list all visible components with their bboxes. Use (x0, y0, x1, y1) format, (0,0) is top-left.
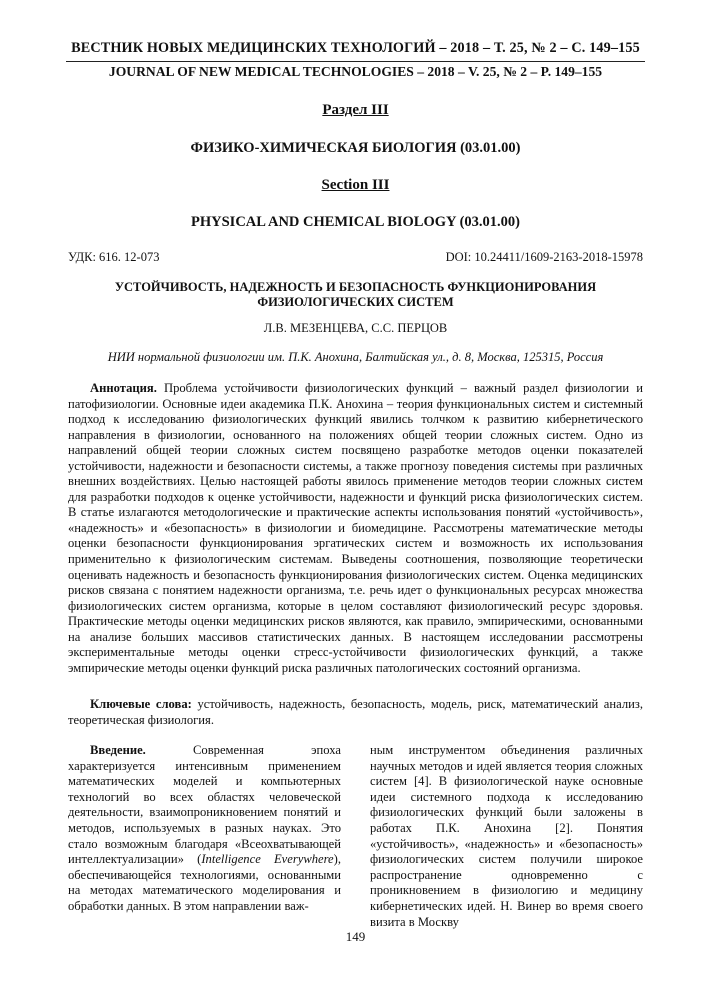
introduction-label: Введение. (90, 743, 146, 757)
abstract (68, 381, 643, 676)
doi: DOI: 10.24411/1609-2163-2018-15978 (445, 250, 643, 264)
affiliation: НИИ нормальной физиологии им. П.К. Анохина, Балтийская ул., д. 8, Москва, 125315, Россия (107, 350, 604, 364)
keywords-label: Ключевые слова: (90, 697, 192, 711)
authors: Л.В. МЕЗЕНЦЕВА, С.С. ПЕРЦОВ (263, 321, 448, 335)
article-title-line-2: ФИЗИОЛОГИЧЕСКИХ СИСТЕМ (257, 295, 454, 309)
section-title-en: PHYSICAL AND CHEMICAL BIOLOGY (03.01.00) (191, 214, 520, 230)
header-rule (66, 61, 645, 62)
abstract-label: Аннотация. (90, 381, 157, 395)
section-label-ru: Раздел III (322, 102, 389, 118)
introduction-right-column: ным инструментом объединения различных научных методов и идей является теория сложных систем [4]. В физиологической науке основные идеи системного подхода к исследованию физиологических функций были заложены в работах П.К. Анохина [2]. Понятия «устойчивость», «надежность» и «безопасность» физиологических систем получили широкое распространение одновременно с проникновением в физиологию и медицину кибернетических идей. Н. Винер во время своего визита в Москву (370, 743, 643, 929)
section-title-ru: ФИЗИКО-ХИМИЧЕСКАЯ БИОЛОГИЯ (03.01.00) (190, 140, 521, 156)
udk-code: УДК: 616. 12-073 (68, 250, 160, 264)
article-title-line-1: УСТОЙЧИВОСТЬ, НАДЕЖНОСТЬ И БЕЗОПАСНОСТЬ ФУНКЦИОНИРОВАНИЯ (114, 280, 597, 294)
journal-header-en: JOURNAL OF NEW MEDICAL TECHNOLOGIES – 2018 – V. 25, № 2 – P. 149–155 (108, 64, 603, 79)
keywords (68, 697, 643, 728)
keywords-text: устойчивость, надежность, безопасность, модель, риск, математический анализ, теоретическая физиология. (68, 697, 643, 727)
introduction-text-part-2: ), обеспечивающейся технологиями, основанными на методах математического моделирования и обработки данных. В этом направлении важ- (68, 852, 341, 913)
introduction-left-column (68, 743, 341, 915)
introduction-italic-term: Intelligence Everywhere (201, 852, 334, 867)
page-number: 149 (345, 929, 366, 944)
introduction-text-part-1: Современная эпоха характеризуется интенсивным применением математических моделей и компьютерных технологий во всех областях человеческой деятельности, взаимопроникновением понятий и методов, используемых в разных науках. Это стало возможным благодаря «Всеохватывающей интеллектуализации» ( (68, 743, 341, 867)
journal-header-ru: ВЕСТНИК НОВЫХ МЕДИЦИНСКИХ ТЕХНОЛОГИЙ – 2018 – Т. 25, № 2 – С. 149–155 (71, 40, 640, 56)
abstract-text: Проблема устойчивости физиологических функций – важный раздел физиологии и патофизиологии. Основные идеи академика П.К. Анохина – теория функциональных систем и системный подход к исследованию физиологических функций явились толчком к развитию кибернетического направления в физиологии, основанного на положениях общей теории сложных систем. Одно из направлений общей теории сложных систем посвящено разработке методов оценки показателей устойчивости, надежности и безопасности системы, а также прогнозу поведения системы при различных внешних воздействиях. Целью настоящей работы явилось применение методов теории сложных систем для разработки подходов к оценке устойчивости, надежности и функций риска физиологических систем. В статье излагаются методологические и практические аспекты использования понятий «устойчивость», «надежность» и «безопасность» в физиологии и биомедицине. Рассмотрены математические методы оценки безопасности функционирования эргатических систем и возможность их использования применительно к физиологическим системам. Выведены соотношения, позволяющие теоретически оценивать надежность и безопасность функционирования физиологических систем. Оценка медицинских рисков связана с понятием надежности организма, т.е. речь идет о функциональных ресурсах множества физиологических систем организма, которые в целом составляют физиологический ресурс здоровья. Практические методы оценки медицинских рисков являются, как правило, эмпирическими, основанными на анализе больших массивов статистических данных. В настоящем исследовании рассмотрены экспериментальные методы оценки стресс-устойчивости физиологических функций, а также эмпирические методы оценки функций риска различных патологических состояний организма. (68, 381, 643, 675)
article-title (68, 280, 643, 310)
section-label-en: Section III (321, 177, 390, 193)
